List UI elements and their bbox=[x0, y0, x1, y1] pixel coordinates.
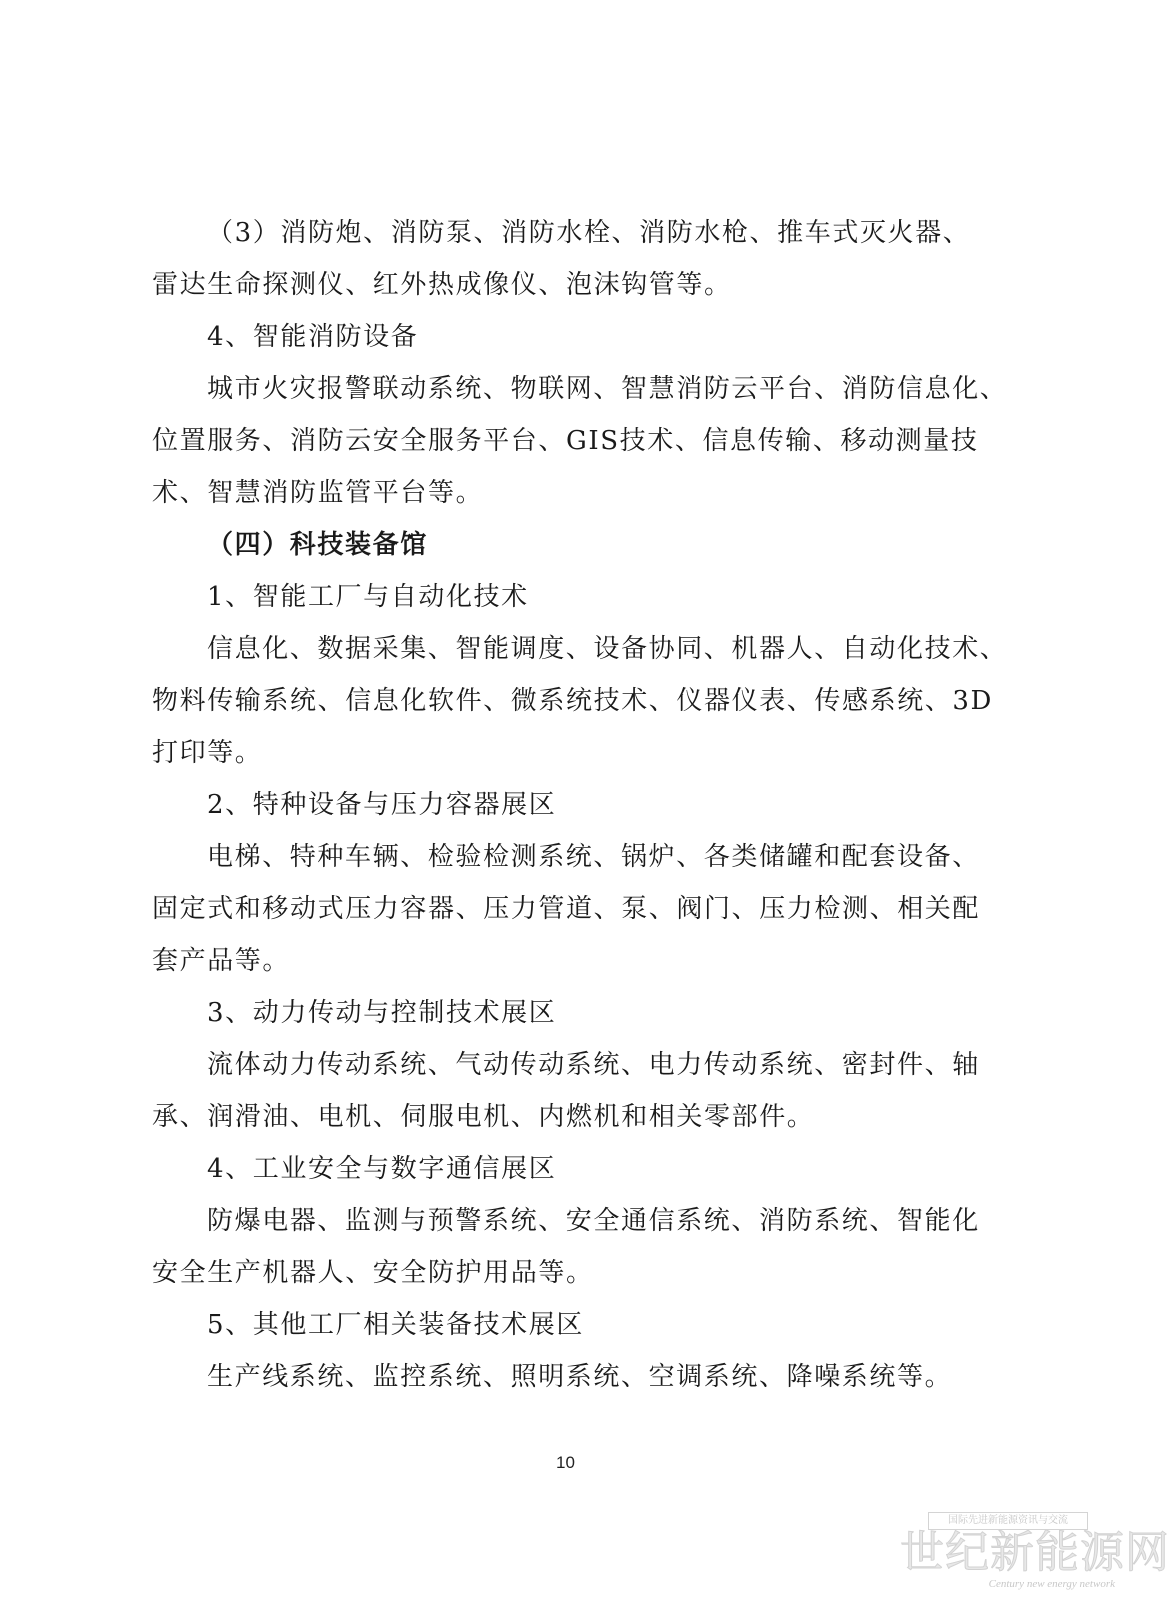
text-line: 固定式和移动式压力容器、压力管道、泵、阀门、压力检测、相关配 bbox=[152, 894, 981, 924]
subsection-heading: 4、工业安全与数字通信展区 bbox=[207, 1154, 557, 1184]
text-line: 流体动力传动系统、气动传动系统、电力传动系统、密封件、轴 bbox=[207, 1050, 980, 1080]
text-line: 信息化、数据采集、智能调度、设备协同、机器人、自动化技术、 bbox=[207, 634, 1008, 664]
subsection-heading: 3、动力传动与控制技术展区 bbox=[207, 998, 557, 1028]
document-body bbox=[152, 207, 1008, 1403]
watermark-english: Century new energy network bbox=[988, 1578, 1115, 1590]
text-line: 套产品等。 bbox=[152, 946, 291, 976]
text-line: 打印等。 bbox=[152, 738, 263, 768]
subsection-heading: 2、特种设备与压力容器展区 bbox=[207, 790, 557, 820]
page-number: 10 bbox=[556, 1453, 575, 1472]
subsection-heading: 5、其他工厂相关装备技术展区 bbox=[207, 1310, 584, 1340]
subsection-heading: 4、智能消防设备 bbox=[207, 322, 419, 352]
text-line: 电梯、特种车辆、检验检测系统、锅炉、各类储罐和配套设备、 bbox=[207, 842, 980, 872]
watermark-logo bbox=[900, 1512, 1170, 1594]
watermark-tagline: 国际先进新能源资讯与交流 bbox=[928, 1512, 1088, 1530]
text-line: 雷达生命探测仪、红外热成像仪、泡沫钩管等。 bbox=[152, 270, 732, 300]
text-line: 术、智慧消防监管平台等。 bbox=[152, 478, 484, 508]
watermark-name: 世纪新能源网 bbox=[900, 1527, 1170, 1578]
text-line: 位置服务、消防云安全服务平台、GIS技术、信息传输、移动测量技 bbox=[152, 426, 979, 456]
text-line: （3）消防炮、消防泵、消防水栓、消防水枪、推车式灭火器、 bbox=[207, 218, 971, 248]
text-line: 生产线系统、监控系统、照明系统、空调系统、降噪系统等。 bbox=[207, 1362, 953, 1392]
text-line: 物料传输系统、信息化软件、微系统技术、仪器仪表、传感系统、3D bbox=[152, 686, 993, 716]
section-heading: （四）科技装备馆 bbox=[207, 530, 428, 560]
text-line: 城市火灾报警联动系统、物联网、智慧消防云平台、消防信息化、 bbox=[207, 374, 1008, 404]
text-line: 承、润滑油、电机、伺服电机、内燃机和相关零部件。 bbox=[152, 1102, 815, 1132]
text-line: 防爆电器、监测与预警系统、安全通信系统、消防系统、智能化 bbox=[207, 1206, 980, 1236]
subsection-heading: 1、智能工厂与自动化技术 bbox=[207, 582, 529, 612]
text-line: 安全生产机器人、安全防护用品等。 bbox=[152, 1258, 594, 1288]
